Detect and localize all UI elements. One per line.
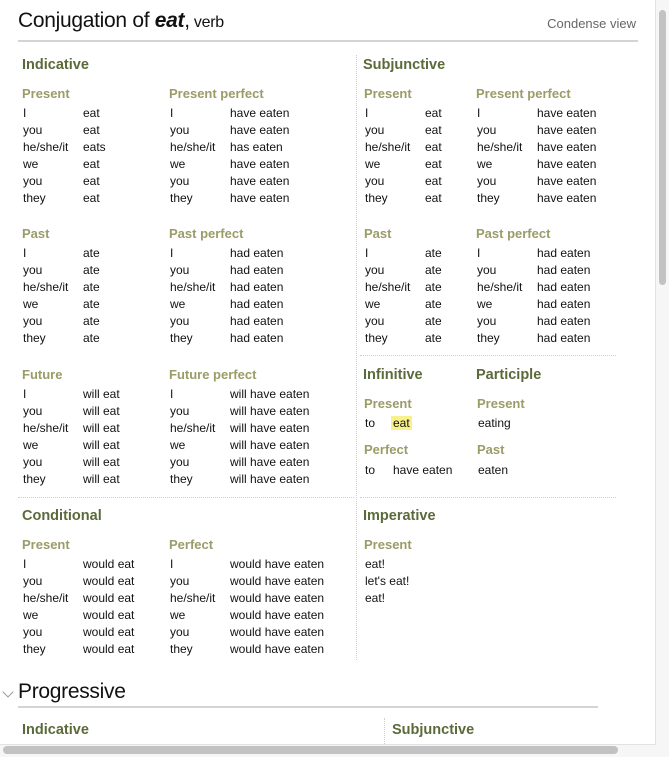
conjugation-row xyxy=(365,262,442,279)
pronoun: you xyxy=(23,174,43,188)
pronoun: we xyxy=(170,608,186,622)
verb-form: have eaten xyxy=(230,191,290,205)
pronoun: he/she/it xyxy=(477,280,523,294)
verb-form: would have eaten xyxy=(230,608,325,622)
pronoun: they xyxy=(23,472,46,486)
conjugation-row xyxy=(170,105,289,122)
conditional-present-heading: Present xyxy=(22,537,70,552)
verb-form: had eaten xyxy=(537,314,591,328)
verb-form: will have eaten xyxy=(230,438,310,452)
pronoun: they xyxy=(23,331,46,345)
conjugation-row xyxy=(170,590,324,607)
subjunctive-present-perfect-heading: Present perfect xyxy=(476,86,571,101)
pronoun: we xyxy=(170,438,186,452)
participle-past-value: eaten xyxy=(478,463,509,477)
pronoun: you xyxy=(365,123,385,137)
conjugation-row xyxy=(23,173,106,190)
pronoun: I xyxy=(23,106,27,120)
subjunctive-present-perfect-table xyxy=(477,105,596,207)
divider xyxy=(360,497,616,498)
verb-form: eat xyxy=(83,157,100,171)
verb-form: will have eaten xyxy=(230,387,310,401)
conjugation-row xyxy=(23,590,134,607)
pronoun: he/she/it xyxy=(365,280,411,294)
pronoun: you xyxy=(23,404,43,418)
conjugation-row xyxy=(23,420,120,437)
subjunctive-past-perfect-table xyxy=(477,245,590,347)
indicative-future-table xyxy=(23,386,120,488)
progressive-subjunctive-heading: Subjunctive xyxy=(392,722,475,738)
conjugation-row xyxy=(170,471,309,488)
imperative-heading: Imperative xyxy=(363,508,436,524)
column-divider xyxy=(384,718,385,745)
conjugation-row xyxy=(170,296,283,313)
verb-form: would eat xyxy=(83,625,135,639)
conjugation-row xyxy=(170,454,309,471)
verb-form: will eat xyxy=(83,387,120,401)
verb-form: had eaten xyxy=(537,246,591,260)
indicative-past-perfect-table xyxy=(170,245,283,347)
verb-form: had eaten xyxy=(537,297,591,311)
participle-present-value: eating xyxy=(478,416,511,430)
pronoun: he/she/it xyxy=(23,280,69,294)
pronoun: I xyxy=(365,106,369,120)
pronoun: I xyxy=(170,387,174,401)
verb-form: will have eaten xyxy=(230,455,310,469)
indicative-present-perfect-table xyxy=(170,105,289,207)
pronoun: we xyxy=(23,157,39,171)
verb-form: ate xyxy=(83,263,100,277)
verb-form: had eaten xyxy=(230,297,284,311)
verb-form: have eaten xyxy=(537,174,597,188)
pronoun: they xyxy=(365,331,388,345)
pronoun: I xyxy=(170,106,174,120)
conjugation-row xyxy=(170,403,309,420)
pronoun: he/she/it xyxy=(170,140,216,154)
pronoun: they xyxy=(23,642,46,656)
conjugation-row xyxy=(365,190,442,207)
conjugation-row xyxy=(477,156,596,173)
conjugation-row xyxy=(23,556,134,573)
participle-past-heading: Past xyxy=(477,442,505,457)
verb-form: will eat xyxy=(83,404,120,418)
verb-form: ate xyxy=(425,263,442,277)
page-title xyxy=(18,9,224,33)
pronoun: we xyxy=(365,157,381,171)
conjugation-row xyxy=(170,245,283,262)
verb-form: would have eaten xyxy=(230,557,325,571)
part-of-speech: verb xyxy=(189,14,224,31)
progressive-title: Progressive xyxy=(18,680,126,703)
condense-view-link[interactable]: Condense view xyxy=(547,16,636,31)
pronoun: he/she/it xyxy=(170,591,216,605)
indicative-past-heading: Past xyxy=(22,226,50,241)
verb-form: will eat xyxy=(83,421,120,435)
verb-form: had eaten xyxy=(537,331,591,345)
conjugation-row xyxy=(170,573,324,590)
pronoun: you xyxy=(477,314,497,328)
verb-form: have eaten xyxy=(230,106,290,120)
conjugation-row xyxy=(477,262,590,279)
subjunctive-present-table xyxy=(365,105,442,207)
conjugation-row xyxy=(365,156,442,173)
verb-form: eats xyxy=(83,140,106,154)
participle-present-heading: Present xyxy=(477,396,525,411)
infinitive-present-row xyxy=(365,416,412,430)
conjugation-row xyxy=(23,471,120,488)
imperative-row: eat! xyxy=(365,591,386,605)
indicative-present-heading: Present xyxy=(22,86,70,101)
verb-form: would have eaten xyxy=(230,574,325,588)
conjugation-row xyxy=(170,279,283,296)
conjugation-row xyxy=(23,245,100,262)
horizontal-scrollbar[interactable] xyxy=(3,746,618,754)
pronoun: we xyxy=(23,438,39,452)
verb-form: would have eaten xyxy=(230,591,325,605)
conjugation-row xyxy=(170,437,309,454)
imperative-present-list xyxy=(365,556,409,607)
verb-form: eat xyxy=(83,123,100,137)
pronoun: they xyxy=(365,191,388,205)
pronoun: I xyxy=(23,387,27,401)
pronoun: he/she/it xyxy=(365,140,411,154)
conjugation-row xyxy=(477,173,596,190)
verb-form: would eat xyxy=(83,608,135,622)
verb-form: eat xyxy=(425,106,442,120)
verb-form: had eaten xyxy=(230,314,284,328)
pronoun: we xyxy=(170,297,186,311)
vertical-scrollbar[interactable] xyxy=(659,10,666,285)
indicative-past-table xyxy=(23,245,100,347)
conjugation-row xyxy=(365,122,442,139)
progressive-indicative-heading: Indicative xyxy=(22,722,89,738)
pronoun: I xyxy=(170,557,174,571)
conjugation-row xyxy=(23,330,100,347)
conjugation-row xyxy=(170,190,289,207)
infinitive-present-value: eat xyxy=(393,416,410,430)
verb-form: ate xyxy=(425,246,442,260)
conjugation-row xyxy=(365,330,442,347)
pronoun: you xyxy=(365,263,385,277)
chevron-down-icon[interactable] xyxy=(2,686,13,697)
conjugation-row xyxy=(365,105,442,122)
conjugation-row xyxy=(170,173,289,190)
conditional-perfect-table xyxy=(170,556,324,658)
indicative-heading: Indicative xyxy=(22,57,89,73)
verb-form: had eaten xyxy=(230,331,284,345)
verb-form: has eaten xyxy=(230,140,283,154)
verb-form: ate xyxy=(83,246,100,260)
pronoun: you xyxy=(170,574,190,588)
pronoun: he/she/it xyxy=(477,140,523,154)
conjugation-row xyxy=(23,641,134,658)
verb-form: would eat xyxy=(83,591,135,605)
conjugation-row xyxy=(170,420,309,437)
conjugation-row xyxy=(23,105,106,122)
verb-form: eat xyxy=(425,174,442,188)
pronoun: you xyxy=(170,625,190,639)
header xyxy=(18,8,638,42)
subjunctive-past-table xyxy=(365,245,442,347)
verb-form: will have eaten xyxy=(230,472,310,486)
conjugation-row xyxy=(170,607,324,624)
conditional-perfect-heading: Perfect xyxy=(169,537,214,552)
pronoun: I xyxy=(170,246,174,260)
pronoun: I xyxy=(365,246,369,260)
verb-form: ate xyxy=(83,297,100,311)
conjugation-row xyxy=(170,262,283,279)
pronoun: they xyxy=(170,642,193,656)
pronoun: he/she/it xyxy=(23,421,69,435)
conjugation-row xyxy=(23,454,120,471)
pronoun: they xyxy=(477,191,500,205)
pronoun: we xyxy=(477,157,493,171)
verb-form: have eaten xyxy=(537,191,597,205)
conjugation-row xyxy=(23,624,134,641)
conjugation-row xyxy=(170,313,283,330)
conjugation-row xyxy=(23,386,120,403)
pronoun: you xyxy=(170,404,190,418)
pronoun: I xyxy=(477,246,481,260)
pronoun: you xyxy=(170,123,190,137)
verb-form: have eaten xyxy=(230,174,290,188)
indicative-present-perfect-heading: Present perfect xyxy=(169,86,264,101)
conjugation-row xyxy=(477,139,596,156)
conjugation-row xyxy=(365,313,442,330)
pronoun: you xyxy=(477,123,497,137)
verb-form: will have eaten xyxy=(230,421,310,435)
conjugation-row xyxy=(170,122,289,139)
title-separator: , xyxy=(184,9,190,32)
conjugation-row xyxy=(23,437,120,454)
conjugation-row xyxy=(23,607,134,624)
verb-form: would eat xyxy=(83,574,135,588)
title-verb: eat xyxy=(154,9,185,32)
infinitive-to: to xyxy=(365,416,376,430)
conjugation-row xyxy=(23,122,106,139)
verb-form: had eaten xyxy=(537,280,591,294)
verb-form: have eaten xyxy=(230,123,290,137)
indicative-past-perfect-heading: Past perfect xyxy=(169,226,244,241)
conjugation-row xyxy=(170,386,309,403)
pronoun: I xyxy=(23,557,27,571)
conditional-heading: Conditional xyxy=(22,508,102,524)
pronoun: you xyxy=(23,263,43,277)
participle-heading: Participle xyxy=(476,367,542,383)
verb-form: would eat xyxy=(83,642,135,656)
conjugation-row xyxy=(170,624,324,641)
conjugation-row xyxy=(23,262,100,279)
pronoun: they xyxy=(170,331,193,345)
conjugation-row xyxy=(23,279,100,296)
verb-form: would eat xyxy=(83,557,135,571)
verb-form: eat xyxy=(83,106,100,120)
verb-form: had eaten xyxy=(230,280,284,294)
indicative-future-perfect-heading: Future perfect xyxy=(169,367,257,382)
verb-form: eat xyxy=(425,191,442,205)
pronoun: he/she/it xyxy=(23,591,69,605)
pronoun: we xyxy=(170,157,186,171)
verb-form: eat xyxy=(425,157,442,171)
verb-form: ate xyxy=(425,297,442,311)
conjugation-row xyxy=(23,313,100,330)
conjugation-row xyxy=(477,279,590,296)
pronoun: you xyxy=(365,174,385,188)
verb-form: had eaten xyxy=(230,246,284,260)
conjugation-row xyxy=(477,190,596,207)
pronoun: they xyxy=(477,331,500,345)
conjugation-row xyxy=(365,296,442,313)
verb-form: had eaten xyxy=(230,263,284,277)
column-divider xyxy=(356,55,357,660)
pronoun: we xyxy=(477,297,493,311)
pronoun: they xyxy=(170,472,193,486)
pronoun: you xyxy=(23,574,43,588)
conjugation-row xyxy=(365,173,442,190)
infinitive-perfect-value: have eaten xyxy=(393,463,453,477)
verb-form: ate xyxy=(425,331,442,345)
divider xyxy=(18,497,354,498)
conjugation-row xyxy=(23,190,106,207)
conjugation-row xyxy=(477,330,590,347)
verb-form: would have eaten xyxy=(230,642,325,656)
subjunctive-present-heading: Present xyxy=(364,86,412,101)
progressive-header[interactable] xyxy=(18,680,598,708)
conjugation-row xyxy=(477,245,590,262)
conjugation-row xyxy=(477,313,590,330)
infinitive-perfect-heading: Perfect xyxy=(364,442,409,457)
verb-form: ate xyxy=(425,314,442,328)
verb-form: ate xyxy=(425,280,442,294)
conjugation-row xyxy=(23,139,106,156)
imperative-row: let's eat! xyxy=(365,574,410,588)
verb-form: ate xyxy=(83,314,100,328)
verb-form: have eaten xyxy=(537,157,597,171)
verb-form: will eat xyxy=(83,472,120,486)
pronoun: you xyxy=(170,314,190,328)
verb-form: have eaten xyxy=(230,157,290,171)
pronoun: we xyxy=(365,297,381,311)
pronoun: you xyxy=(477,174,497,188)
infinitive-present-heading: Present xyxy=(364,396,412,411)
conjugation-row xyxy=(170,139,289,156)
conjugation-row xyxy=(23,573,134,590)
conjugation-row xyxy=(365,279,442,296)
verb-form: eat xyxy=(425,140,442,154)
conjugation-row xyxy=(23,403,120,420)
subjunctive-past-perfect-heading: Past perfect xyxy=(476,226,551,241)
title-prefix: Conjugation of xyxy=(18,9,155,32)
verb-form: will have eaten xyxy=(230,404,310,418)
conjugation-row xyxy=(170,641,324,658)
verb-form: ate xyxy=(83,280,100,294)
verb-form: would have eaten xyxy=(230,625,325,639)
verb-form: will eat xyxy=(83,455,120,469)
imperative-row: eat! xyxy=(365,557,386,571)
conjugation-row xyxy=(170,156,289,173)
conjugation-row xyxy=(365,139,442,156)
pronoun: you xyxy=(23,314,43,328)
conjugation-row xyxy=(477,296,590,313)
indicative-present-table xyxy=(23,105,106,207)
verb-form: have eaten xyxy=(537,140,597,154)
pronoun: we xyxy=(23,297,39,311)
pronoun: I xyxy=(23,246,27,260)
pronoun: he/she/it xyxy=(170,421,216,435)
pronoun: you xyxy=(170,263,190,277)
pronoun: they xyxy=(170,191,193,205)
conjugation-row xyxy=(365,245,442,262)
verb-form: ate xyxy=(83,331,100,345)
infinitive-heading: Infinitive xyxy=(363,367,423,383)
pronoun: you xyxy=(477,263,497,277)
pronoun: he/she/it xyxy=(23,140,69,154)
conjugation-row xyxy=(477,105,596,122)
verb-form: have eaten xyxy=(537,123,597,137)
subjunctive-past-heading: Past xyxy=(364,226,392,241)
infinitive-perfect-row xyxy=(365,463,452,477)
conjugation-row xyxy=(477,122,596,139)
verb-form: had eaten xyxy=(537,263,591,277)
indicative-future-heading: Future xyxy=(22,367,63,382)
pronoun: you xyxy=(23,455,43,469)
verb-form: eat xyxy=(83,191,100,205)
verb-form: have eaten xyxy=(537,106,597,120)
pronoun: you xyxy=(23,625,43,639)
verb-form: eat xyxy=(83,174,100,188)
conditional-present-table xyxy=(23,556,134,658)
indicative-future-perfect-table xyxy=(170,386,309,488)
conjugation-row xyxy=(23,156,106,173)
verb-form: will eat xyxy=(83,438,120,452)
conjugation-row xyxy=(170,556,324,573)
conjugation-row xyxy=(23,296,100,313)
pronoun: you xyxy=(365,314,385,328)
pronoun: you xyxy=(170,174,190,188)
infinitive-to: to xyxy=(365,463,376,477)
pronoun: I xyxy=(477,106,481,120)
pronoun: you xyxy=(23,123,43,137)
imperative-present-heading: Present xyxy=(364,537,412,552)
pronoun: we xyxy=(23,608,39,622)
pronoun: he/she/it xyxy=(170,280,216,294)
conjugation-row xyxy=(170,330,283,347)
pronoun: you xyxy=(170,455,190,469)
subjunctive-heading: Subjunctive xyxy=(363,57,446,73)
divider xyxy=(360,355,616,356)
verb-form: eat xyxy=(425,123,442,137)
pronoun: they xyxy=(23,191,46,205)
